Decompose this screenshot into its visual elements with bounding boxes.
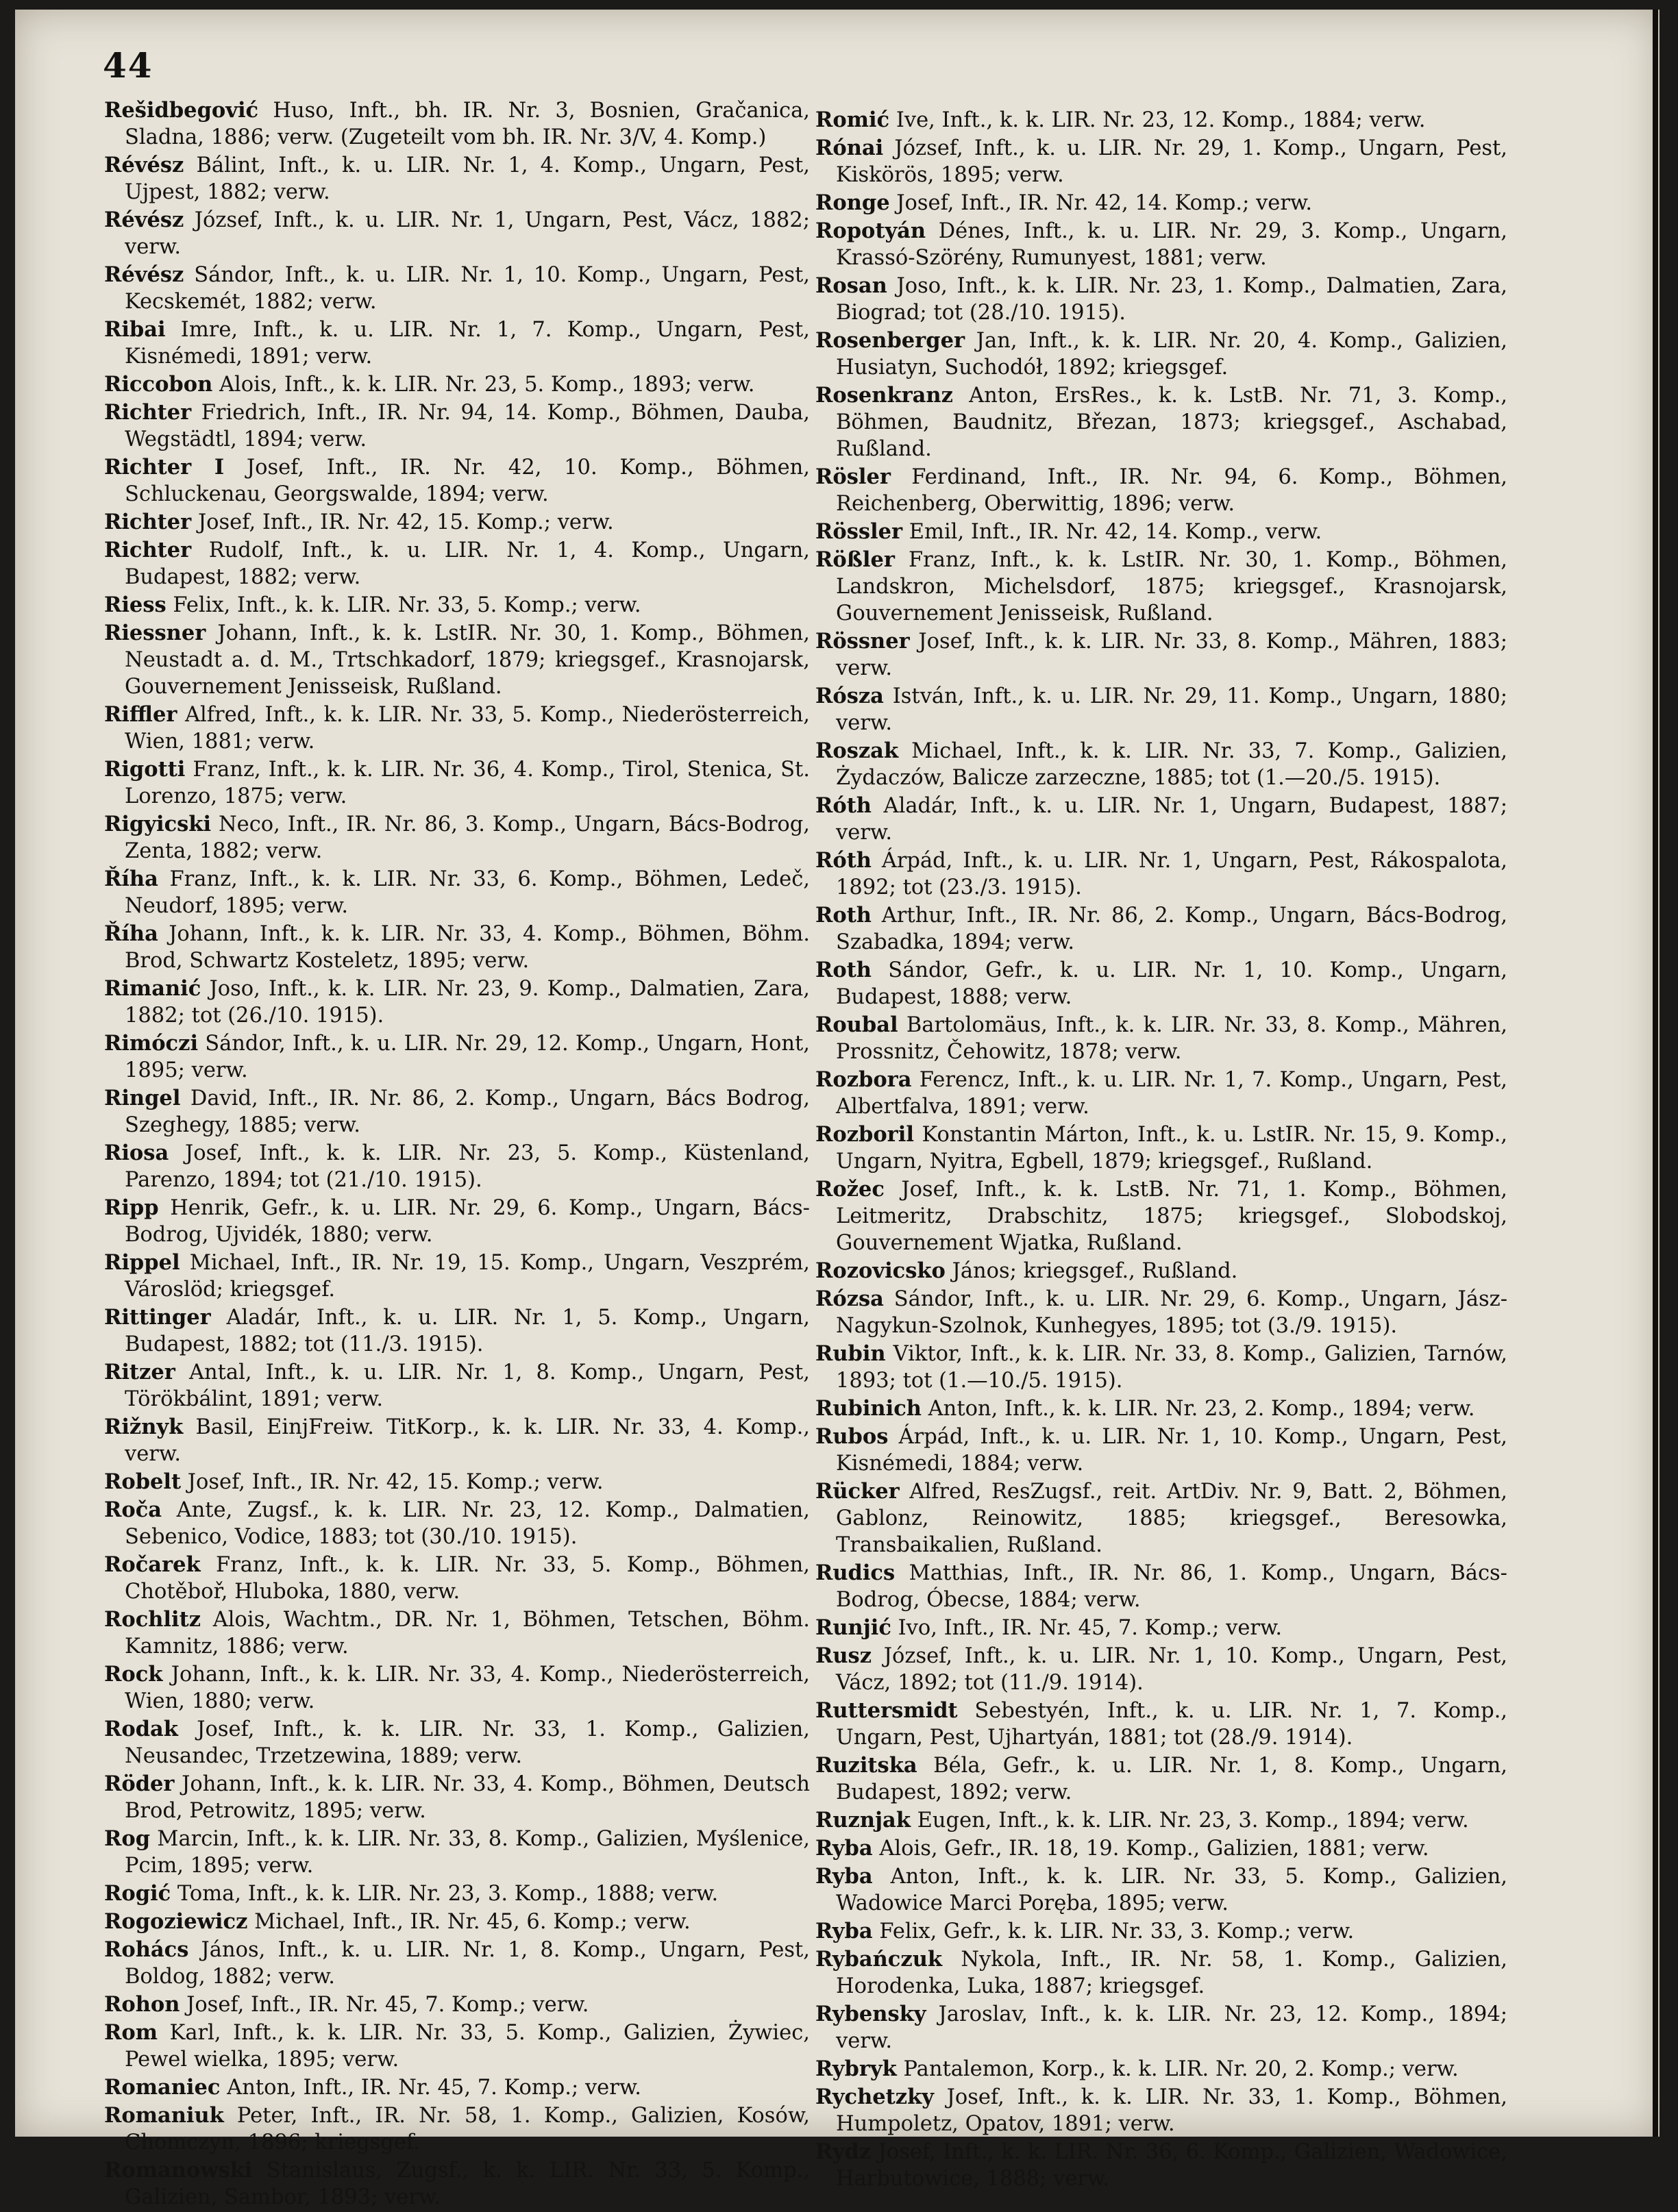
entry-surname: Ritzer (104, 1360, 175, 1384)
entry-details: Michael, Inft., k. k. LIR. Nr. 33, 7. Komp., Galizien, Żydaczów, Balicze zarzeczne, 1885; tot (1.—20./5. 1915). (836, 739, 1507, 790)
casualty-entry (815, 1946, 1507, 2000)
left-column (104, 97, 810, 2212)
casualty-entry (104, 975, 810, 1029)
casualty-entry (104, 756, 810, 810)
entry-details: Josef, Inft., IR. Nr. 42, 14. Komp.; verw. (889, 191, 1313, 215)
right-column (815, 107, 1507, 2194)
entry-details: Marcin, Inft., k. k. LIR. Nr. 33, 8. Komp., Galizien, Myślenice, Pcim, 1895; verw. (125, 1827, 810, 1878)
entry-surname: Richter (104, 510, 192, 534)
entry-surname: Rohon (104, 1992, 180, 2017)
casualty-entry (815, 957, 1507, 1010)
entry-surname: Rodak (104, 1717, 178, 1741)
entry-details: Rudolf, Inft., k. u. LIR. Nr. 1, 4. Komp., Ungarn, Budapest, 1882; verw. (125, 538, 810, 589)
entry-details: Bartolomäus, Inft., k. k. LIR. Nr. 33, 8. Komp., Mähren, Prossnitz, Čehowitz, 1878; verw. (836, 1013, 1507, 1064)
entry-surname: Ruttersmidt (815, 1698, 958, 1723)
casualty-entry (104, 1909, 810, 1935)
casualty-entry (104, 97, 810, 151)
entry-details: Ivo, Inft., IR. Nr. 45, 7. Komp.; verw. (891, 1616, 1283, 1640)
entry-surname: Říha (104, 921, 158, 946)
page-edge-shadow (1653, 10, 1658, 2137)
casualty-entry (104, 1606, 810, 1660)
entry-details: Josef, Inft., k. k. LIR. Nr. 23, 5. Komp., Küstenland, Parenzo, 1894; tot (21./10. 1915). (125, 1141, 810, 1192)
entry-surname: Romaniuk (104, 2103, 224, 2128)
casualty-entry (815, 1615, 1507, 1641)
casualty-entry (815, 2056, 1507, 2083)
casualty-entry (104, 399, 810, 453)
entry-surname: Rózsa (815, 1287, 884, 1311)
entry-surname: Rychetzky (815, 2085, 934, 2109)
entry-surname: Rigyicski (104, 812, 212, 836)
entry-surname: Rozboril (815, 1122, 914, 1147)
entry-surname: Ruznjak (815, 1808, 911, 1832)
casualty-entry (104, 1085, 810, 1139)
entry-details: Pantalemon, Korp., k. k. LIR. Nr. 20, 2. Komp.; verw. (896, 2057, 1459, 2081)
entry-surname: Rydz (815, 2139, 872, 2164)
casualty-entry (815, 2139, 1507, 2192)
entry-surname: Rožec (815, 1177, 885, 1202)
casualty-entry (104, 152, 810, 206)
casualty-entry (104, 1552, 810, 1605)
entry-details: Emil, Inft., IR. Nr. 42, 14. Komp., verw. (902, 520, 1322, 544)
entry-surname: Röder (104, 1772, 175, 1796)
casualty-entry (815, 1918, 1507, 1945)
entry-details: Aladár, Inft., k. u. LIR. Nr. 1, 5. Komp., Ungarn, Budapest, 1882; tot (11./3. 1915). (125, 1306, 810, 1356)
entry-details: Anton, Inft., k. k. LIR. Nr. 23, 2. Komp., 1894; verw. (921, 1397, 1475, 1421)
entry-surname: Rücker (815, 1479, 900, 1504)
entry-surname: Riccobon (104, 372, 213, 397)
entry-details: Anton, Inft., IR. Nr. 45, 7. Komp.; verw. (220, 2076, 641, 2100)
entry-details: Johann, Inft., k. k. LIR. Nr. 33, 4. Komp., Böhmen, Deutsch Brod, Petrowitz, 1895; verw. (125, 1772, 810, 1823)
entry-surname: Rubinich (815, 1396, 922, 1421)
casualty-entry (104, 1716, 810, 1769)
casualty-entry (815, 464, 1507, 517)
entry-surname: Rippel (104, 1250, 180, 1275)
entry-details: József, Inft., k. u. LIR. Nr. 1, 10. Komp., Ungarn, Pest, Vácz, 1892; tot (11./9. 1914). (836, 1644, 1507, 1695)
entry-surname: Rock (104, 1662, 163, 1687)
entry-surname: Rozovicsko (815, 1258, 946, 1283)
entry-details: Felix, Gefr., k. k. LIR. Nr. 33, 3. Komp.; verw. (872, 1919, 1355, 1943)
entry-surname: Rössler (815, 519, 903, 544)
entry-surname: Rubos (815, 1424, 889, 1449)
casualty-entry (815, 1807, 1507, 1834)
entry-surname: Runjić (815, 1615, 891, 1640)
casualty-entry (815, 519, 1507, 545)
entry-details: Friedrich, Inft., IR. Nr. 94, 14. Komp., Böhmen, Dauba, Wegstädtl, 1894; verw. (125, 401, 810, 451)
entry-surname: Rusz (815, 1643, 872, 1668)
entry-surname: Romanowski (104, 2158, 253, 2183)
entry-details: Huso, Inft., bh. IR. Nr. 3, Bosnien, Gračanica, Sladna, 1886; verw. (Zugeteilt vom bh. IR. Nr. 3/V, 4. Komp.) (125, 99, 810, 149)
entry-surname: Révész (104, 208, 184, 232)
casualty-entry (815, 1176, 1507, 1256)
entry-details: József, Inft., k. u. LIR. Nr. 1, Ungarn, Pest, Vácz, 1882; verw. (125, 208, 810, 259)
entry-surname: Rogoziewicz (104, 1909, 248, 1934)
casualty-entry (104, 592, 810, 619)
casualty-entry (104, 1359, 810, 1413)
entry-details: Neco, Inft., IR. Nr. 86, 3. Komp., Ungarn, Bács-Bodrog, Zenta, 1882; verw. (125, 812, 810, 863)
entry-details: Josef, Inft., IR. Nr. 42, 15. Komp.; verw. (181, 1470, 604, 1494)
casualty-entry (815, 1258, 1507, 1284)
entry-surname: Rimóczi (104, 1031, 199, 1056)
entry-surname: Rohács (104, 1937, 189, 1962)
casualty-entry (815, 628, 1507, 682)
entry-details: Michael, Inft., IR. Nr. 19, 15. Komp., Ungarn, Veszprém, Városlöd; kriegsgef. (125, 1251, 810, 1302)
entry-details: Henrik, Gefr., k. u. LIR. Nr. 29, 6. Komp., Ungarn, Bács-Bodrog, Ujvidék, 1880; verw. (125, 1196, 810, 1247)
entry-surname: Rešidbegović (104, 98, 259, 123)
casualty-entry (815, 793, 1507, 846)
entry-surname: Rosenberger (815, 328, 965, 353)
casualty-entry (104, 1195, 810, 1248)
entry-surname: Rybensky (815, 2002, 926, 2026)
casualty-entry (104, 2102, 810, 2156)
entry-details: Sándor, Inft., k. u. LIR. Nr. 29, 6. Komp., Ungarn, Jász-Nagykun-Szolnok, Kunhegyes, 1895; tot (3./9. 1915). (836, 1287, 1507, 1338)
casualty-entry (104, 2020, 810, 2073)
entry-details: Franz, Inft., k. k. LIR. Nr. 33, 6. Komp., Böhmen, Ledeč, Neudorf, 1895; verw. (125, 867, 810, 918)
entry-details: Josef, Inft., IR. Nr. 42, 10. Komp., Böhmen, Schluckenau, Georgswalde, 1894; verw. (125, 456, 810, 506)
casualty-entry (815, 738, 1507, 791)
entry-surname: Ruzitska (815, 1753, 917, 1778)
entry-details: Joso, Inft., k. k. LIR. Nr. 23, 9. Komp., Dalmatien, Zara, 1882; tot (26./10. 1915). (125, 977, 810, 1028)
casualty-entry (104, 620, 810, 700)
entry-surname: Rudics (815, 1561, 896, 1585)
entry-details: Josef, Inft., k. k. LIR. Nr. 33, 1. Komp., Böhmen, Humpoletz, Opatov, 1891; verw. (836, 2085, 1507, 2136)
entry-surname: Révész (104, 262, 184, 287)
casualty-entry (104, 1414, 810, 1467)
casualty-entry (104, 2157, 810, 2211)
entry-details: Sándor, Inft., k. u. LIR. Nr. 29, 12. Komp., Ungarn, Hont, 1895; verw. (125, 1032, 810, 1082)
document-page (15, 10, 1660, 2209)
entry-surname: Rössner (815, 629, 910, 654)
entry-surname: Rosan (815, 273, 887, 298)
casualty-entry (104, 866, 810, 919)
entry-details: Matthias, Inft., IR. Nr. 86, 1. Komp., Ungarn, Bács-Bodrog, Óbecse, 1884; verw. (836, 1561, 1507, 1612)
casualty-entry (815, 1478, 1507, 1558)
entry-details: Arthur, Inft., IR. Nr. 86, 2. Komp., Ungarn, Bács-Bodrog, Szabadka, 1894; verw. (836, 904, 1507, 954)
entry-surname: Rozbora (815, 1067, 912, 1092)
entry-details: Josef, Inft., k. k. LIR. Nr. 33, 8. Komp., Mähren, 1883; verw. (836, 630, 1507, 680)
casualty-entry (104, 701, 810, 755)
casualty-entry (104, 811, 810, 865)
entry-details: Béla, Gefr., k. u. LIR. Nr. 1, 8. Komp., Ungarn, Budapest, 1892; verw. (836, 1754, 1507, 1804)
entry-surname: Ročarek (104, 1552, 201, 1577)
entry-details: Toma, Inft., k. k. LIR. Nr. 23, 3. Komp., 1888; verw. (171, 1882, 719, 1906)
casualty-entry (104, 1140, 810, 1193)
page-number: 44 (103, 45, 153, 86)
entry-details: Jan, Inft., k. k. LIR. Nr. 20, 4. Komp., Galizien, Husiatyn, Suchodół, 1892; kriegsgef. (836, 329, 1507, 380)
casualty-entry (815, 218, 1507, 271)
entry-details: Stanislaus, Zugsf., k. k. LIR. Nr. 33, 5. Komp., Galizien, Sambor, 1893; verw. (125, 2159, 810, 2209)
entry-details: Alois, Inft., k. k. LIR. Nr. 23, 5. Komp., 1893; verw. (212, 373, 755, 397)
entry-surname: Ringel (104, 1086, 181, 1110)
entry-surname: Ropotyán (815, 219, 926, 243)
entry-surname: Rosenkranz (815, 383, 953, 408)
entry-details: Eugen, Inft., k. k. LIR. Nr. 23, 3. Komp., 1894; verw. (910, 1809, 1469, 1832)
casualty-entry (104, 1250, 810, 1303)
entry-surname: Robelt (104, 1469, 182, 1494)
entry-details: Sebestyén, Inft., k. u. LIR. Nr. 1, 7. Komp., Ungarn, Pest, Ujhartyán, 1881; tot (28./9. 1914). (836, 1699, 1507, 1750)
casualty-entry (104, 262, 810, 315)
entry-surname: Roth (815, 958, 872, 982)
entry-details: Peter, Inft., IR. Nr. 58, 1. Komp., Galizien, Kosów, Chomczyn, 1896; kriegsgef. (125, 2104, 810, 2154)
casualty-entry (815, 1698, 1507, 1751)
casualty-entry (104, 509, 810, 536)
entry-details: Johann, Inft., k. k. LIR. Nr. 33, 4. Komp., Niederösterreich, Wien, 1880; verw. (125, 1663, 810, 1713)
entry-details: Josef, Inft., k. k. LIR. Nr. 33, 1. Komp., Galizien, Neusandec, Trzetzewina, 1889; verw. (125, 1717, 810, 1768)
casualty-entry (815, 1341, 1507, 1394)
entry-details: Árpád, Inft., k. u. LIR. Nr. 1, 10. Komp., Ungarn, Pest, Kisnémedi, 1884; verw. (836, 1425, 1507, 1476)
entry-details: Michael, Inft., IR. Nr. 45, 6. Komp.; verw. (247, 1910, 691, 1934)
entry-surname: Ryba (815, 1864, 873, 1889)
entry-details: Imre, Inft., k. u. LIR. Nr. 1, 7. Komp., Ungarn, Pest, Kisnémedi, 1891; verw. (125, 318, 810, 369)
entry-details: Dénes, Inft., k. u. LIR. Nr. 29, 3. Komp., Ungarn, Krassó-Szörény, Rumunyest, 1881; verw. (836, 219, 1507, 270)
entry-surname: Rittinger (104, 1305, 211, 1330)
entry-surname: Roth (815, 903, 872, 928)
entry-details: Felix, Inft., k. k. LIR. Nr. 33, 5. Komp.; verw. (166, 593, 641, 617)
entry-surname: Rochlitz (104, 1607, 201, 1632)
entry-details: Ante, Zugsf., k. k. LIR. Nr. 23, 12. Komp., Dalmatien, Sebenico, Vodice, 1883; tot (30./10. 1915). (125, 1498, 810, 1549)
casualty-entry (104, 1771, 810, 1824)
entry-surname: Rósza (815, 684, 884, 708)
entry-details: Alois, Wachtm., DR. Nr. 1, Böhmen, Tetschen, Böhm. Kamnitz, 1886; verw. (125, 1608, 810, 1658)
entry-surname: Rog (104, 1826, 151, 1851)
entry-details: Franz, Inft., k. k. LIR. Nr. 33, 5. Komp., Böhmen, Chotěboř, Hluboka, 1880, verw. (125, 1553, 810, 1604)
entry-details: Franz, Inft., k. k. LIR. Nr. 36, 4. Komp., Tirol, Stenica, St. Lorenzo, 1875; verw. (125, 758, 810, 808)
casualty-entry (104, 316, 810, 370)
entry-surname: Rom (104, 2020, 158, 2045)
entry-surname: Roubal (815, 1012, 898, 1037)
casualty-entry (815, 683, 1507, 736)
casualty-entry (815, 1395, 1507, 1422)
entry-details: Johann, Inft., k. k. LstIR. Nr. 30, 1. Komp., Böhmen, Neustadt a. d. M., Trtschkadorf, 1879; kriegsgef., Krasnojarsk, Gouvernement Jenisseisk, Rußland. (125, 621, 810, 699)
entry-surname: Riosa (104, 1141, 169, 1165)
entry-surname: Riffler (104, 702, 177, 727)
casualty-entry (815, 2084, 1507, 2137)
entry-surname: Ribai (104, 317, 166, 342)
entry-details: Franz, Inft., k. k. LstIR. Nr. 30, 1. Komp., Böhmen, Landskron, Michelsdorf, 1875; kriegsgef., Krasnojarsk, Gouvernement Jenisseisk, Rußland. (836, 548, 1507, 625)
entry-details: Anton, ErsRes., k. k. LstB. Nr. 71, 3. Komp., Böhmen, Baudnitz, Březan, 1873; kriegsgef., Aschabad, Rußland. (836, 384, 1507, 461)
entry-surname: Ryba (815, 1919, 873, 1943)
entry-details: Nykola, Inft., IR. Nr. 58, 1. Komp., Galizien, Horodenka, Luka, 1887; kriegsgef. (836, 1948, 1507, 1998)
entry-details: János; kriegsgef., Rußland. (945, 1259, 1238, 1283)
entry-surname: Riessner (104, 621, 206, 645)
entry-details: István, Inft., k. u. LIR. Nr. 29, 11. Komp., Ungarn, 1880; verw. (836, 684, 1507, 735)
entry-surname: Říha (104, 867, 158, 891)
casualty-entry (815, 902, 1507, 956)
casualty-entry (815, 1863, 1507, 1917)
entry-surname: Rogić (104, 1881, 171, 1906)
entry-surname: Ryba (815, 1836, 873, 1861)
entry-surname: Ronge (815, 190, 890, 215)
casualty-entry (104, 1826, 810, 1879)
entry-surname: Ripp (104, 1195, 159, 1220)
entry-surname: Roča (104, 1498, 162, 1522)
entry-surname: Rösler (815, 464, 891, 489)
entry-details: Aladár, Inft., k. u. LIR. Nr. 1, Ungarn, Budapest, 1887; verw. (836, 794, 1507, 845)
entry-details: Alois, Gefr., IR. 18, 19. Komp., Galizien, 1881; verw. (872, 1837, 1429, 1861)
casualty-entry (815, 135, 1507, 188)
casualty-entry (815, 1067, 1507, 1120)
entry-surname: Roszak (815, 738, 899, 763)
entry-surname: Rigotti (104, 757, 186, 782)
entry-details: Antal, Inft., k. u. LIR. Nr. 1, 8. Komp., Ungarn, Pest, Törökbálint, 1891; verw. (125, 1360, 810, 1411)
casualty-entry (815, 1012, 1507, 1065)
entry-surname: Rybańczuk (815, 1947, 942, 1972)
casualty-entry (815, 190, 1507, 216)
entry-details: Alfred, ResZugsf., reit. ArtDiv. Nr. 9, Batt. 2, Böhmen, Gablonz, Reinowitz, 1885; kriegsgef., Beresowka, Transbaikalien, Rußland. (836, 1480, 1507, 1557)
entry-surname: Révész (104, 153, 184, 177)
casualty-entry (104, 1304, 810, 1358)
casualty-entry (815, 1643, 1507, 1696)
casualty-entry (815, 1752, 1507, 1806)
casualty-entry (815, 847, 1507, 901)
casualty-entry (104, 1661, 810, 1715)
casualty-entry (815, 327, 1507, 381)
entry-details: Árpád, Inft., k. u. LIR. Nr. 1, Ungarn, Pest, Rákospalota, 1892; tot (23./3. 1915). (836, 849, 1507, 899)
casualty-entry (815, 1835, 1507, 1862)
entry-surname: Róth (815, 848, 872, 873)
casualty-entry (104, 921, 810, 974)
casualty-entry (815, 547, 1507, 627)
casualty-entry (104, 537, 810, 591)
casualty-entry (104, 1469, 810, 1495)
entry-details: Anton, Inft., k. k. LIR. Nr. 33, 5. Komp., Galizien, Wadowice Marci Poręba, 1895; verw. (836, 1865, 1507, 1915)
casualty-entry (815, 1424, 1507, 1477)
entry-details: Josef, Inft., IR. Nr. 45, 7. Komp.; verw. (180, 1993, 589, 2017)
entry-surname: Rubin (815, 1341, 886, 1366)
casualty-entry (104, 1937, 810, 1990)
casualty-entry (104, 371, 810, 398)
casualty-entry (815, 1121, 1507, 1175)
casualty-entry (104, 1991, 810, 2018)
casualty-entry (815, 1286, 1507, 1339)
entry-details: Ferdinand, Inft., IR. Nr. 94, 6. Komp., Böhmen, Reichenberg, Oberwittig, 1896; verw. (836, 465, 1507, 516)
entry-surname: Rónai (815, 136, 884, 160)
entry-details: János, Inft., k. u. LIR. Nr. 1, 8. Komp., Ungarn, Pest, Boldog, 1882; verw. (125, 1938, 810, 1989)
entry-surname: Romaniec (104, 2075, 221, 2100)
entry-details: Ive, Inft., k. k. LIR. Nr. 23, 12. Komp., 1884; verw. (889, 108, 1426, 132)
casualty-entry (815, 107, 1507, 134)
casualty-entry (104, 1880, 810, 1907)
casualty-entry (104, 1030, 810, 1084)
casualty-entry (815, 1560, 1507, 1613)
entry-details: Konstantin Márton, Inft., k. u. LstIR. Nr. 15, 9. Komp., Ungarn, Nyitra, Egbell, 1879; kriegsgef., Rußland. (836, 1123, 1507, 1173)
entry-details: Alfred, Inft., k. k. LIR. Nr. 33, 5. Komp., Niederösterreich, Wien, 1881; verw. (125, 703, 810, 754)
casualty-entry (104, 454, 810, 508)
entry-details: József, Inft., k. u. LIR. Nr. 29, 1. Komp., Ungarn, Pest, Kiskörös, 1895; verw. (836, 136, 1507, 187)
entry-details: Viktor, Inft., k. k. LIR. Nr. 33, 8. Komp., Galizien, Tarnów, 1893; tot (1.—10./5. 1915). (836, 1342, 1507, 1393)
entry-surname: Rižnyk (104, 1415, 184, 1439)
entry-details: Sándor, Inft., k. u. LIR. Nr. 1, 10. Komp., Ungarn, Pest, Kecskemét, 1882; verw. (125, 263, 810, 314)
casualty-entry (815, 382, 1507, 462)
entry-surname: Richter (104, 538, 192, 562)
casualty-entry (104, 1497, 810, 1550)
entry-details: Sándor, Gefr., k. u. LIR. Nr. 1, 10. Komp., Ungarn, Budapest, 1888; verw. (836, 958, 1507, 1009)
entry-surname: Romić (815, 108, 890, 132)
entry-details: Ferencz, Inft., k. u. LIR. Nr. 1, 7. Komp., Ungarn, Pest, Albertfalva, 1891; verw. (836, 1068, 1507, 1119)
entry-surname: Rybryk (815, 2056, 897, 2081)
entry-surname: Richter (104, 400, 192, 425)
entry-surname: Rimanić (104, 976, 201, 1001)
entry-surname: Richter I (104, 455, 225, 480)
entry-details: Karl, Inft., k. k. LIR. Nr. 33, 5. Komp., Galizien, Żywiec, Pewel wielka, 1895; verw. (125, 2021, 810, 2072)
entry-details: Josef, Inft., IR. Nr. 42, 15. Komp.; verw. (191, 510, 614, 534)
entry-surname: Róth (815, 793, 872, 818)
entry-details: David, Inft., IR. Nr. 86, 2. Komp., Ungarn, Bács Bodrog, Szeghegy, 1885; verw. (125, 1086, 810, 1137)
entry-details: Josef, Inft., k. k. LstB. Nr. 71, 1. Komp., Böhmen, Leitmeritz, Drabschitz, 1875; kriegsgef., Slobodskoj, Gouvernement Wjatka, Rußland. (836, 1178, 1507, 1255)
entry-details: Johann, Inft., k. k. LIR. Nr. 33, 4. Komp., Böhmen, Böhm. Brod, Schwartz Kosteletz, 1895; verw. (125, 922, 810, 973)
entry-details: Bálint, Inft., k. u. LIR. Nr. 1, 4. Komp., Ungarn, Pest, Ujpest, 1882; verw. (125, 153, 810, 204)
entry-details: Basil, EinjFreiw. TitKorp., k. k. LIR. Nr. 33, 4. Komp., verw. (125, 1415, 810, 1466)
casualty-entry (104, 2074, 810, 2101)
entry-details: Jaroslav, Inft., k. k. LIR. Nr. 23, 12. Komp., 1894; verw. (836, 2002, 1507, 2053)
entry-details: Joso, Inft., k. k. LIR. Nr. 23, 1. Komp., Dalmatien, Zara, Biograd; tot (28./10. 1915). (836, 274, 1507, 325)
casualty-entry (104, 207, 810, 260)
casualty-entry (815, 273, 1507, 326)
entry-details: Josef, Inft., k. k. LIR. Nr. 36, 6. Komp., Galizien, Wadowice, Harbutowice, 1888; verw. (836, 2140, 1507, 2191)
entry-surname: Riess (104, 593, 166, 617)
casualty-entry (815, 2001, 1507, 2054)
entry-surname: Rößler (815, 547, 895, 572)
